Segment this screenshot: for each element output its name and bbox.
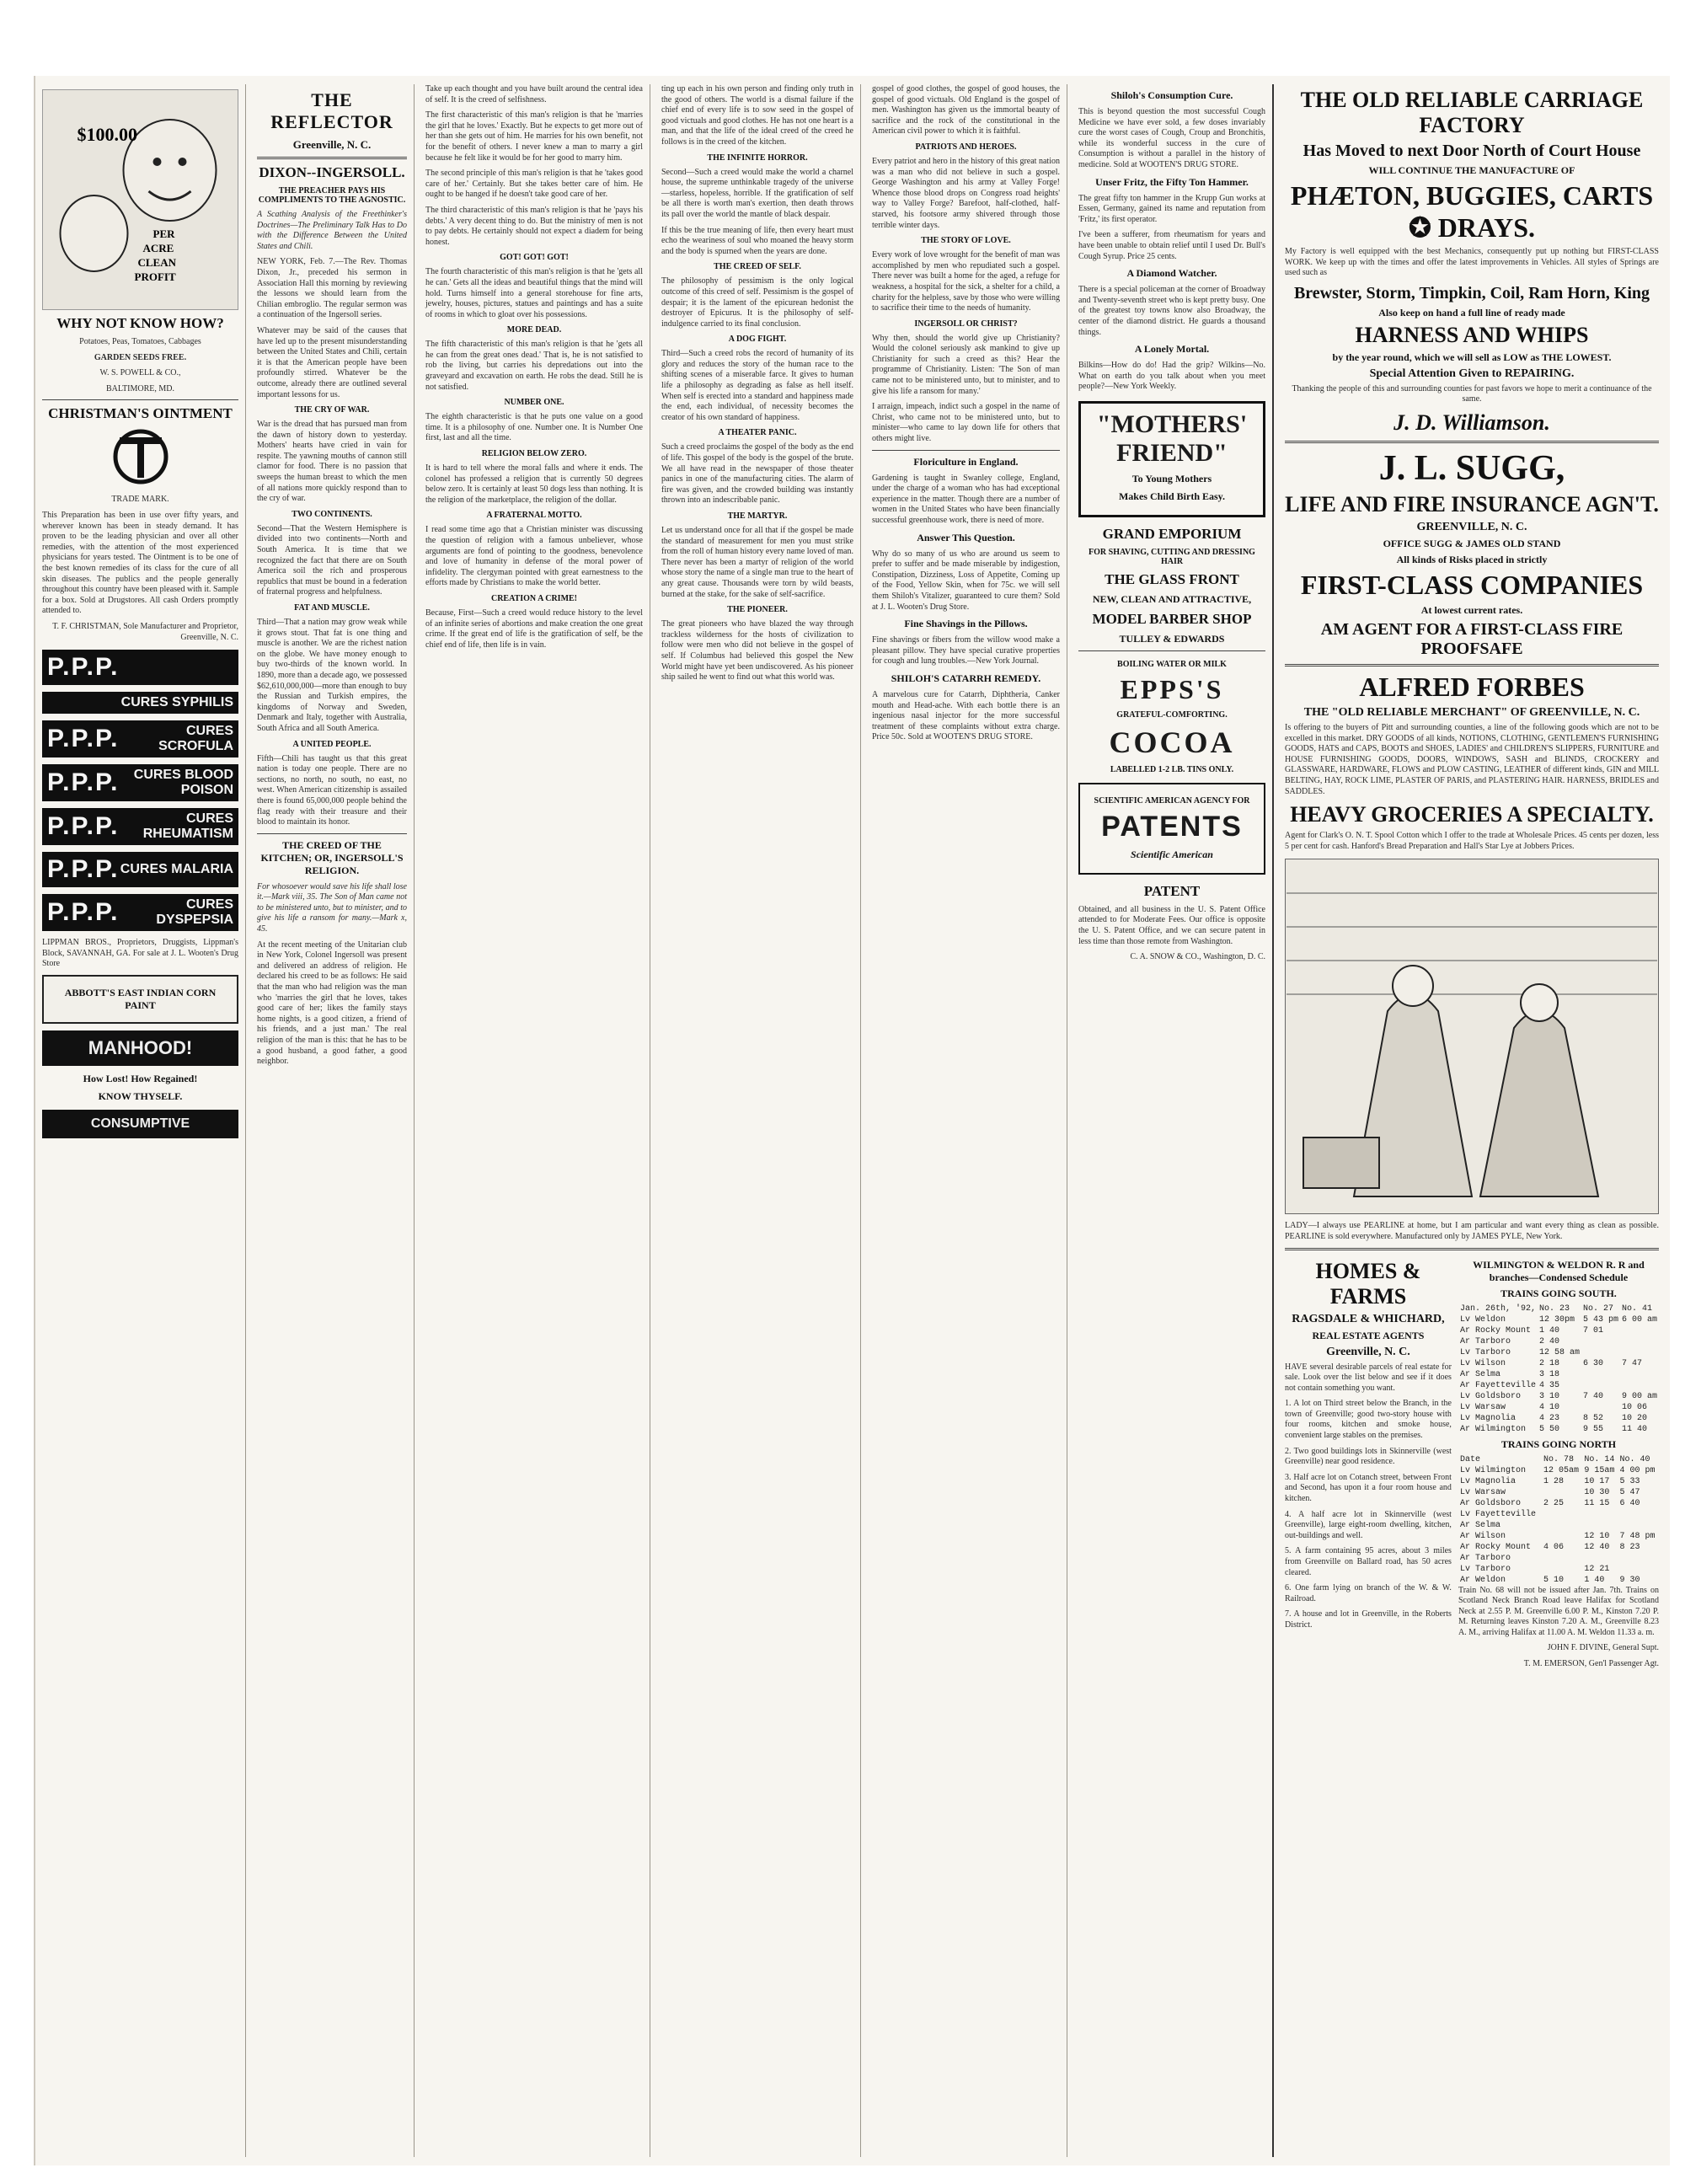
schedule-cell: Ar Rocky Mount bbox=[1459, 1542, 1531, 1552]
railroad-schedule bbox=[1458, 1255, 1659, 1675]
subhead-theater-panic: A THEATER PANIC. bbox=[718, 428, 797, 438]
schedule-row bbox=[1458, 1553, 1659, 1564]
schedule-cell: 9 30 bbox=[1619, 1575, 1640, 1585]
subhead-infinite-horror: THE INFINITE HORROR. bbox=[707, 153, 808, 163]
subhead-patriots: PATRIOTS AND HEROES. bbox=[915, 142, 1017, 152]
homes-item: 4. A half acre lot in Skinnerville (west Greenville), large eight-room dwelling, kitchen, out-buildings and well. bbox=[1285, 1509, 1452, 1540]
schedule-cell: 6 40 bbox=[1619, 1498, 1640, 1508]
schedule-cell: 9 55 bbox=[1582, 1424, 1603, 1434]
schedule-row bbox=[1458, 1476, 1659, 1487]
article-paragraph: The great pioneers who have blazed the way through trackless wilderness for the hosts of civilization to follow were men who did not believe in the gospel of self. If Columbus had believed this gospel the New World might have yet been undiscovered. As his pioneer ship sailed he went to find out what this world was. bbox=[661, 619, 853, 682]
schedule-cell: 9 15am bbox=[1584, 1465, 1615, 1475]
schedule-cell bbox=[1581, 1347, 1620, 1358]
homes-paragraph: HAVE several desirable parcels of real estate for sale. Look over the list below and see if it does not contain something you want. bbox=[1285, 1362, 1452, 1393]
schedule-cell: 4 00 pm bbox=[1619, 1465, 1656, 1475]
forbes-name: ALFRED FORBES bbox=[1359, 671, 1585, 702]
schedule-cell bbox=[1581, 1369, 1620, 1380]
schedule-cell: 2 40 bbox=[1538, 1336, 1559, 1346]
article-paragraph: A marvelous cure for Catarrh, Diphtheria, Canker mouth and Head-ache. With each bottle there is an ingenious nasal injector for the more successful treatment of these complaints without extra charge. Price 50c. Sold at WOOTEN'S DRUG STORE. bbox=[872, 689, 1060, 742]
homes-farms-section bbox=[1285, 1255, 1452, 1675]
article-paragraph: gospel of good clothes, the gospel of good houses, the gospel of good victuals. Old England is the gospel of men. Washington has given us the immortal beauty of sacrifice and the rock of the constitutional in the American civil power to which it is faithful. bbox=[872, 84, 1060, 136]
schedule-cell bbox=[1581, 1380, 1620, 1391]
schedule-cell: No. 78 bbox=[1543, 1454, 1574, 1464]
schedule-cell: No. 14 bbox=[1584, 1454, 1615, 1464]
schedule-cell: 8 23 bbox=[1619, 1542, 1640, 1552]
schedule-cell: Lv Warsaw bbox=[1459, 1402, 1506, 1412]
schedule-cell: 7 40 bbox=[1582, 1391, 1603, 1401]
column-article-4 bbox=[655, 84, 861, 2157]
schedule-cell bbox=[1618, 1564, 1659, 1575]
article-subtitle: THE PREACHER PAYS HIS COMPLIMENTS TO THE AGNOSTIC. bbox=[258, 186, 406, 205]
article-paragraph: Fifth—Chili has taught us that this great nation is today one people. There are no sections, no north, no south, no east, no west. When American citizenship is assailed there is found 65,000,000 people behind the flag ready with their treasure and their blood to maintain its honor. bbox=[257, 753, 407, 827]
svg-text:CLEAN: CLEAN bbox=[137, 256, 177, 269]
schedule-row bbox=[1458, 1325, 1659, 1336]
schedule-row bbox=[1458, 1391, 1659, 1402]
schedule-cell: 10 17 bbox=[1584, 1476, 1610, 1486]
schedule-row bbox=[1458, 1542, 1659, 1553]
schedule-row bbox=[1458, 1424, 1659, 1435]
schedule-cell: 8 52 bbox=[1582, 1413, 1603, 1423]
article-paragraph: Take up each thought and you have built around the central idea of self. It is the creed of selfishness. bbox=[425, 84, 643, 104]
schedule-cell bbox=[1542, 1531, 1582, 1542]
schedule-cell bbox=[1542, 1553, 1582, 1564]
schedule-cell: No. 27 bbox=[1582, 1303, 1613, 1314]
forbes-sub: THE "OLD RELIABLE MERCHANT" OF GREENVILLE, N. C. bbox=[1303, 705, 1640, 719]
subhead-pioneer: THE PIONEER. bbox=[727, 605, 788, 615]
column-article-5 bbox=[865, 84, 1067, 2157]
subhead-fat-muscle: FAT AND MUSCLE. bbox=[294, 603, 370, 613]
schedule-cell: No. 23 bbox=[1538, 1303, 1570, 1314]
schedule-cell: Lv Weldon bbox=[1459, 1314, 1506, 1325]
schedule-cell: 6 30 bbox=[1582, 1358, 1603, 1368]
sugg-office: OFFICE SUGG & JAMES OLD STAND bbox=[1383, 537, 1561, 549]
schedule-cell: 3 18 bbox=[1538, 1369, 1559, 1379]
article-paragraph: The fifth characteristic of this man's religion is that he 'gets all he can from the great ones dead.' That is, he is not satisfied to rob the living, but carries his depredations out into the graveyard and excavation on earth. He robs the dead. Still he is not satisfied. bbox=[425, 340, 643, 392]
article-title: DIXON--INGERSOLL. bbox=[259, 164, 405, 180]
subhead-answer: Answer This Question. bbox=[917, 531, 1015, 543]
subhead-ingersoll-christ: INGERSOLL OR CHRIST? bbox=[914, 318, 1018, 329]
article-paragraph: Gardening is taught in Swanley college, England, under the charge of a woman who has had exceptional experience in the matter. Though there are a number of women in the United States who have been financially successful greenhouse work, there is need of more. bbox=[872, 473, 1060, 525]
schedule-cell: 5 10 bbox=[1543, 1575, 1564, 1585]
schedule-cell: 12 21 bbox=[1584, 1564, 1610, 1574]
schedule-row bbox=[1458, 1303, 1659, 1314]
article-paragraph: I arraign, impeach, indict such a gospel in the name of Christ, who came not to be ministered unto, but to minister—who came to lay down life for others that others might live. bbox=[872, 402, 1060, 444]
schedule-cell bbox=[1582, 1509, 1618, 1520]
schedule-cell: Ar Fayetteville bbox=[1459, 1380, 1536, 1390]
new-clean: NEW, CLEAN AND ATTRACTIVE, bbox=[1092, 592, 1252, 605]
schedule-cell bbox=[1542, 1520, 1582, 1531]
homes-item: 5. A farm containing 95 acres, about 3 miles from Greenville on Ballard road, has 50 acres cleared. bbox=[1285, 1546, 1452, 1577]
schedule-cell: Jan. 26th, '92, bbox=[1459, 1303, 1536, 1314]
article-paragraph: The second principle of this man's religion is that he 'takes good care of her.' Certainly. But she takes better care of him. He ought to be hanged if he doesn't take good care of her. bbox=[425, 169, 643, 200]
carriage-title: THE OLD RELIABLE CARRIAGE FACTORY bbox=[1300, 88, 1644, 137]
schedule-cell bbox=[1542, 1564, 1582, 1575]
carriage-will: WILL CONTINUE THE MANUFACTURE OF bbox=[1368, 164, 1575, 176]
article-paragraph: If this be the true meaning of life, then every heart must echo the weariness of soul who moaned the heavy storm and the body is spurned when the years are done. bbox=[661, 225, 853, 256]
schedule-cell bbox=[1620, 1347, 1659, 1358]
article-paragraph: Third—That a nation may grow weak while it grows stout. That fat is one thing and muscle is another. We are the richest nation on the globe. We have money enough to buy two-thirds of the known world. In 1890, more than a decade ago, we possessed $62,610,000,000—more than enough to buy the Russian and Turkish empires, the kingdoms of Norway and Sweden, Denmark and Italy, together with Australia, South Africa and all South America. bbox=[257, 618, 407, 733]
emporium-title: GRAND EMPORIUM bbox=[1102, 525, 1242, 542]
schedule-cell: Lv Wilmington bbox=[1459, 1465, 1526, 1475]
schedule-cell: 2 18 bbox=[1538, 1358, 1559, 1368]
svg-text:PER: PER bbox=[152, 228, 175, 240]
schedule-cell bbox=[1581, 1336, 1620, 1347]
sugg-name: J. L. SUGG, bbox=[1378, 448, 1565, 488]
newspaper-page bbox=[34, 76, 1670, 2165]
seed-line-3: W. S. POWELL & CO., bbox=[99, 368, 181, 378]
schedule-row bbox=[1458, 1380, 1659, 1391]
article-paragraph: Because, First—Such a creed would reduce history to the level of an infinite series of abortions and make creation the one great crime. If the great end of life is the gratification of self, be the chief end of life, then life is in vain. bbox=[425, 608, 643, 650]
schedule-cell bbox=[1582, 1553, 1618, 1564]
schedule-cell: 12 58 am bbox=[1538, 1347, 1580, 1357]
patent-signature: C. A. SNOW & CO., Washington, D. C. bbox=[1130, 952, 1265, 962]
schedule-row bbox=[1458, 1531, 1659, 1542]
schedule-cell: Lv Warsaw bbox=[1459, 1487, 1506, 1497]
schedule-cell: Ar Goldsboro bbox=[1459, 1498, 1521, 1508]
schedule-cell: 9 00 am bbox=[1621, 1391, 1657, 1401]
abbotts-ad: ABBOTT'S EAST INDIAN CORN PAINT bbox=[42, 975, 238, 1024]
scripture-quote: For whosoever would save his life shall lose it.—Mark viii, 35. The Son of Man came not to be ministered unto, but to minister, and to give his life a ransom for many.—Mark x, 45. bbox=[257, 881, 407, 934]
greenville-nc: Greenville, N. C. bbox=[1326, 1345, 1410, 1358]
schedule-cell: 6 00 am bbox=[1621, 1314, 1657, 1325]
seed-line-4: BALTIMORE, MD. bbox=[105, 383, 175, 393]
schedule-cell: No. 41 bbox=[1621, 1303, 1652, 1314]
proof-safe: AM AGENT FOR A FIRST-CLASS FIRE PROOFSAFE bbox=[1320, 619, 1623, 658]
schedule-cell: 3 10 bbox=[1538, 1391, 1559, 1401]
column-article-3 bbox=[419, 84, 650, 2157]
svg-text:PROFIT: PROFIT bbox=[134, 270, 176, 283]
patent-heading: PATENT bbox=[1143, 882, 1201, 899]
manhood-subtitle: How Lost! How Regained! bbox=[83, 1072, 198, 1084]
carriage-big: PHÆTON, BUGGIES, CARTS ✪ DRAYS. bbox=[1290, 180, 1654, 243]
seed-line-2: GARDEN SEEDS FREE. bbox=[94, 352, 187, 362]
divine-signature: JOHN F. DIVINE, General Supt. bbox=[1547, 1643, 1659, 1653]
article-paragraph: This is beyond question the most successful Cough Medicine we have ever sold, a few doses invariably cure the worst cases of Cough, Croup and Bronchitis, while its wonderful success in the cure of Consumption is without a parallel in the history of medicine. Sold at WOOTEN'S DRUG STORE. bbox=[1078, 107, 1265, 169]
article-paragraph: The first characteristic of this man's religion is that he 'marries the girl that he loves.' Exactly. But he expects to get more out of her than she gets out of him. He marries for his own benefit, not for the benefit of others. I never knew a man to marry a girl because he felt like it would be for her good to marry him. bbox=[425, 110, 643, 163]
manhood-ad: MANHOOD! bbox=[42, 1030, 238, 1066]
williamson: J. D. Williamson. bbox=[1393, 410, 1550, 435]
schedule-cell bbox=[1542, 1509, 1582, 1520]
schedule-cell: No. 40 bbox=[1619, 1454, 1650, 1464]
article-paragraph: ting up each in his own person and finding only truth in the good of others. The world is a dismal failure if the chief end of every life is to sow seed in the gospel of good victuals and good clothes. He has not one heart is a man, and that the life of the ideal creed of the creed he follows is in the creed of the kitchen. bbox=[661, 84, 853, 147]
subhead-below-zero: RELIGION BELOW ZERO. bbox=[481, 449, 587, 459]
ppp-ad-1: CURES SYPHILIS bbox=[42, 692, 238, 714]
subhead-floriculture: Floriculture in England. bbox=[913, 455, 1019, 468]
schedule-cell: 4 35 bbox=[1538, 1380, 1559, 1390]
schedule-cell: 5 50 bbox=[1538, 1424, 1559, 1434]
ointment-signature: T. F. CHRISTMAN, Sole Manufacturer and Proprietor, Greenville, N. C. bbox=[52, 621, 238, 642]
ointment-title: CHRISTMAN'S OINTMENT bbox=[48, 405, 233, 422]
schedule-cell: Lv Wilson bbox=[1459, 1358, 1506, 1368]
article-paragraph: Why do so many of us who are around us seem to prefer to suffer and be made miserable by indigestion, Constipation, Dizziness, Loss of Appetite, Coming up of the Food, Yellow Skin, when for 75c. we will sell them Shiloh's Vitalizer, guaranteed to cure them? Sold at J. L. Wooten's Drug Store. bbox=[872, 549, 1060, 612]
article-paragraph: Such a creed proclaims the gospel of the body as the end of life. This gospel of the body is the gospel of the brute. We all have read in the newspaper of those theater panics in one of the manufacturing cities. The alarm of fire was given, and the crowded building was instantly thrown into an indescribable panic. bbox=[661, 442, 853, 506]
subhead-more-dead: MORE DEAD. bbox=[506, 325, 562, 335]
repairing: Special Attention Given to REPAIRING. bbox=[1369, 367, 1575, 380]
subhead-story-of-love: THE STORY OF LOVE. bbox=[921, 236, 1011, 246]
ppp-ad-2: P.P.P. CURES SCROFULA bbox=[42, 720, 238, 757]
homes-farms: HOMES & FARMS bbox=[1315, 1258, 1421, 1309]
article-paragraph: NEW YORK, Feb. 7.—The Rev. Thomas Dixon, Jr., preceded his sermon in Association Hall this morning by reviewing the lessons we should learn from the Chilian embroglio. The regular sermon was a continuation of the Ingersoll series. bbox=[257, 257, 407, 320]
schedule-cell bbox=[1582, 1520, 1618, 1531]
schedule-cell: 4 06 bbox=[1543, 1542, 1564, 1552]
schedule-cell: Ar Tarboro bbox=[1459, 1336, 1511, 1346]
schedule-row bbox=[1458, 1358, 1659, 1369]
schedule-cell: Ar Rocky Mount bbox=[1459, 1325, 1531, 1336]
schedule-cell: 7 47 bbox=[1621, 1358, 1642, 1368]
bottom-right-split bbox=[1285, 1255, 1659, 1675]
schedule-cell: 4 23 bbox=[1538, 1413, 1559, 1423]
schedule-cell bbox=[1620, 1380, 1659, 1391]
article-paragraph: The great fifty ton hammer in the Krupp Gun works at Essen, Germany, gained its name and reputation from 'Fritz,' its first operator. bbox=[1078, 193, 1265, 224]
homes-item: 7. A house and lot in Greenville, in the Roberts District. bbox=[1285, 1609, 1452, 1630]
article-paragraph: Second—Such a creed would make the world a charnel house, the supreme unthinkable tragedy of the universe—starless, hopeless, horrible. If the gratification of self be all there is worth man's exertion, then death throws its pall over the world the mantle of black despair. bbox=[661, 167, 853, 219]
springs-list: Brewster, Storm, Timpkin, Coil, Ram Horn, King bbox=[1293, 283, 1650, 302]
schedule-cell: Lv Fayetteville bbox=[1459, 1509, 1536, 1519]
subhead-number-one: NUMBER ONE. bbox=[504, 398, 564, 408]
homes-item: 6. One farm lying on branch of the W. & W. Railroad. bbox=[1285, 1583, 1452, 1603]
subhead-two-continents: TWO CONTINENTS. bbox=[292, 509, 372, 519]
epps-cocoa-ad: BOILING WATER OR MILK EPPS'S GRATEFUL-COMFORTING. COCOA LABELLED 1-2 LB. TINS ONLY. bbox=[1109, 659, 1235, 774]
schedule-cell: 10 30 bbox=[1584, 1487, 1610, 1497]
patents-ad: SCIENTIFIC AMERICAN AGENCY FOR PATENTS Scientific American bbox=[1078, 783, 1265, 875]
schedule-cell: 10 20 bbox=[1621, 1413, 1647, 1423]
article-paragraph: Every patriot and hero in the history of this great nation was a man who did not believe in such a gospel. George Washington and his army at Valley Forge! Whence those blood drops on Congress road heights' way to Valley Forge? Barefoot, half-clothed, half-starved, his footsore army shivered through those terrible winter days. bbox=[872, 156, 1060, 230]
schedule-cell: 1 40 bbox=[1584, 1575, 1605, 1585]
subhead-catarrh: SHILOH'S CATARRH REMEDY. bbox=[891, 672, 1041, 684]
schedule-cell: Date bbox=[1459, 1454, 1480, 1464]
schedule-cell: Ar Selma bbox=[1459, 1520, 1500, 1530]
schedule-cell bbox=[1618, 1520, 1659, 1531]
column-ads-center bbox=[1072, 84, 1274, 2157]
model-barber: MODEL BARBER SHOP bbox=[1092, 610, 1252, 627]
article-paragraph: At the recent meeting of the Unitarian club in New York, Colonel Ingersoll was present and delivered an address of religion. He declared his creed to be as follows: He said that the man who had religion was the man who 'marries the girl that he loves, takes good care of her; likes the family stays home nights, is a good citizen, a friend of his friends, and a just man.' The real religion of the man is this: that he has to be a good husband, a good father, a good neighbor. bbox=[257, 939, 407, 1067]
subhead-creed-kitchen: THE CREED OF THE KITCHEN; OR, INGERSOLL'S RELIGION. bbox=[260, 838, 404, 876]
schedule-row bbox=[1458, 1465, 1659, 1476]
article-paragraph: The philosophy of pessimism is the only logical outcome of this creed of self. Pessimism is the gospel of despair; it is the lament of the epicurean hedonist the destroyer of Epicurus. It is the philosophy of self-indulgence carried to its final conclusion. bbox=[661, 276, 853, 329]
subhead-martyr: THE MARTYR. bbox=[727, 511, 788, 521]
schedule-cell: 12 30pm bbox=[1538, 1314, 1575, 1325]
column-ads-right bbox=[1278, 84, 1666, 2157]
article-paragraph: Bilkins—How do do! Had the grip? Wilkins—No. What on earth do you talk about when you meet people?—New York Weekly. bbox=[1078, 361, 1265, 392]
pearline-text: LADY—I always use PEARLINE at home, but I am particular and want every thing as clean as possible. PEARLINE is sold everywhere. Manufactured only by JAMES PYLE, New York. bbox=[1285, 1221, 1659, 1241]
article-paragraph: The third characteristic of this man's religion is that he 'pays his debts.' A very decent thing to do. But the ministry of men is not to pay debts. He certainly should not expect a diadem for being honest. bbox=[425, 205, 643, 247]
real-estate: REAL ESTATE AGENTS bbox=[1312, 1329, 1425, 1341]
schedule-cell: 12 10 bbox=[1584, 1531, 1610, 1541]
subhead-consumption-cure: Shiloh's Consumption Cure. bbox=[1110, 89, 1233, 101]
article-paragraph: Every work of love wrought for the benefit of man was accomplished by men who repudiated such a gospel. There never was built a home for the aged, a refuge for weakness, a hospital for the sick, a shelter for a child, a charity for the helpless, save by those who were willing to sacrifice their time to the needs of humanity. bbox=[872, 250, 1060, 313]
know-thyself: KNOW THYSELF. bbox=[98, 1089, 183, 1102]
article-paragraph: Second—That the Western Hemisphere is divided into two continents—North and South America. It is time that we recognized the fact that there are on South America soil the rich and prosperous republics that must be bound in a federation of fraternal progress and helpfulness. bbox=[257, 523, 407, 597]
schedule-cell: 1 28 bbox=[1543, 1476, 1564, 1486]
schedule-row bbox=[1458, 1336, 1659, 1347]
schedule-cell bbox=[1581, 1402, 1620, 1413]
schedule-cell: Ar Weldon bbox=[1459, 1575, 1506, 1585]
schedule-row bbox=[1458, 1487, 1659, 1498]
article-paragraph: It is hard to tell where the moral falls and where it ends. The colonel has professed a religion that is currently 50 degrees below zero. It is certainly at least 50 dogs less than nothing. It is the religion of the marketplace, the religion of the dollar. bbox=[425, 463, 643, 505]
article-paragraph: War is the dread that has pursued man from the dawn of history down to yesterday. Mothers' hearts have cried in vain for respite. The yawning mouths of cannon still clamor for food. There is no passion that sweeps the human breast to which the men of all nations more quickly respond than to the cry of war. bbox=[257, 420, 407, 504]
ppp-ad-0: P.P.P. bbox=[42, 650, 238, 685]
subhead-krupp: Unser Fritz, the Fifty Ton Hammer. bbox=[1095, 175, 1249, 188]
tc-monogram-icon bbox=[103, 427, 179, 486]
schedule-notes: Train No. 68 will not be issued after Jan. 7th. Trains on Scotland Neck Branch Road leave Halifax for Scotland Neck at 2.55 P. M. Greenville 6.00 P. M., Kinston 7.20 P. M. Returning leaves Kinston 7.20 A. M., Greenville 8.23 A. M., arriving Halifax at 11.00 A. M. Weldon 11.33 a. m. bbox=[1458, 1585, 1659, 1637]
svg-text:ACRE: ACRE bbox=[142, 242, 174, 254]
emerson-signature: T. M. EMERSON, Gen'l Passenger Agt. bbox=[1523, 1659, 1659, 1669]
subhead-lonely-mortal: A Lonely Mortal. bbox=[1134, 343, 1210, 356]
mothers-friend-ad: "MOTHERS' FRIEND" To Young Mothers Makes Child Birth Easy. bbox=[1078, 401, 1265, 517]
sugg-place: GREENVILLE, N. C. bbox=[1416, 520, 1527, 533]
ppp-sold-at: LIPPMAN BROS., Proprietors, Druggists, Lippman's Block, SAVANNAH, GA. For sale at J. L. Wooten's Drug Store bbox=[42, 938, 238, 969]
trains-south-head: TRAINS GOING SOUTH. bbox=[1500, 1287, 1617, 1299]
column-reflector bbox=[250, 84, 415, 2157]
trains-north-head: TRAINS GOING NORTH bbox=[1500, 1437, 1617, 1450]
schedule-cell: 7 01 bbox=[1582, 1325, 1603, 1336]
sugg-risks: All kinds of Risks placed in strictly bbox=[1396, 553, 1548, 565]
cartoon-label-amount: $100.00 bbox=[77, 124, 137, 145]
schedule-cell: 7 48 pm bbox=[1619, 1531, 1656, 1541]
lowest-rates: At lowest current rates. bbox=[1420, 603, 1523, 616]
harness-pre: Also keep on hand a full line of ready made bbox=[1378, 306, 1565, 318]
schedule-row bbox=[1458, 1498, 1659, 1509]
subhead-cry-of-war: THE CRY OF WAR. bbox=[294, 405, 370, 415]
homes-item: 3. Half acre lot on Cotanch street, between Front and Second, has upon it a four room house and kitchen. bbox=[1285, 1472, 1452, 1504]
subhead-got: GOT! GOT! GOT! bbox=[500, 253, 569, 263]
article-paragraph: Let us understand once for all that if the gospel be made the standard of measurement for men you must strike from the roll of human history every name loved of man. There never has been a martyr of religion of the world whose story the name of a single man true to the heart of any great cause. Thousands were torn by wild beasts, burned at the stake, for the sake of self-sacrifice. bbox=[661, 526, 853, 599]
schedule-row bbox=[1458, 1509, 1659, 1520]
carriage-sub: Has Moved to next Door North of Court House bbox=[1303, 142, 1641, 160]
schedule-cell: 5 43 pm bbox=[1582, 1314, 1618, 1325]
ppp-ad-3: P.P.P. CURES BLOOD POISON bbox=[42, 764, 238, 801]
schedule-cell: Ar Wilson bbox=[1459, 1531, 1506, 1541]
trade-mark-label: TRADE MARK. bbox=[111, 495, 169, 505]
ppp-ad-5: P.P.P. CURES MALARIA bbox=[42, 852, 238, 887]
schedule-cell: 2 25 bbox=[1543, 1498, 1564, 1508]
schedule-row bbox=[1458, 1575, 1659, 1586]
ragsdale: RAGSDALE & WHICHARD, bbox=[1292, 1312, 1445, 1325]
schedule-row bbox=[1458, 1520, 1659, 1531]
article-paragraph: The fourth characteristic of this man's religion is that he 'gets all he can.' Gets all the ideas and beautiful things that the mind will hold. Turns himself into a general storehouse for fine arts, jewelry, houses, pictures, statues and paintings and has a suite of rooms in which to gloat over his possessions. bbox=[425, 267, 643, 319]
consumptive-ad: CONSUMPTIVE bbox=[42, 1110, 238, 1138]
schedule-cell: Ar Selma bbox=[1459, 1369, 1500, 1379]
article-paragraph: The eighth characteristic is that he puts one value on a good time. It is a philosophy of one. Number one. It is Number One first, last and all the time. bbox=[425, 412, 643, 443]
patent-body: Obtained, and all business in the U. S. Patent Office attended to for Moderate Fees. Our office is opposite the U. S. Patent Office, and we can secure patent in less time than those remote from Washington. bbox=[1078, 904, 1265, 946]
schedule-cell bbox=[1620, 1369, 1659, 1380]
schedule-cell bbox=[1618, 1553, 1659, 1564]
seed-line-1: Potatoes, Peas, Tomatoes, Cabbages bbox=[79, 337, 201, 346]
sugg-sub: LIFE AND FIRE INSURANCE AGN'T. bbox=[1285, 491, 1659, 517]
schedule-cell bbox=[1620, 1325, 1659, 1336]
heavy-groceries: HEAVY GROCERIES A SPECIALTY. bbox=[1290, 802, 1654, 827]
harness-paragraph: by the year round, which we will sell as LOW as THE LOWEST. bbox=[1332, 351, 1612, 363]
cartoon-illustration bbox=[43, 90, 238, 309]
schedule-row bbox=[1458, 1454, 1659, 1465]
schedule-row bbox=[1458, 1314, 1659, 1325]
article-paragraph: There is a special policeman at the corner of Broadway and Twenty-seventh street who is kept pretty busy. One of the greatest toy towns know also Broadway, the center of the diamond district. He guards a thousand things. bbox=[1078, 285, 1265, 337]
article-paragraph: Third—Such a creed robs the record of humanity of its glory and reduces the story of the human race to the shifting scenes of a miserable farce. It gives to human life a philosophy as degrading as false as hell itself. When self is erected into a standard and happiness made the end, each individual, of necessity becomes the creator of his own standard of happiness. bbox=[661, 349, 853, 422]
schedule-row bbox=[1458, 1402, 1659, 1413]
homes-item: 1. A lot on Third street below the Branch, in the town of Greenville; good two-story house with four rooms, kitchen and smoke house, convenient large stables on the premises. bbox=[1285, 1399, 1452, 1441]
wilmington-title: WILMINGTON & WELDON R. R and branches—Condensed Schedule bbox=[1473, 1258, 1645, 1283]
schedule-cell: Lv Magnolia bbox=[1459, 1413, 1516, 1423]
schedule-cell: 11 15 bbox=[1584, 1498, 1610, 1508]
schedule-cell: 4 10 bbox=[1538, 1402, 1559, 1412]
schedule-row bbox=[1458, 1564, 1659, 1575]
schedule-cell: Lv Magnolia bbox=[1459, 1476, 1516, 1486]
seed-ad-cartoon bbox=[42, 89, 238, 310]
subhead-united-people: A UNITED PEOPLE. bbox=[292, 739, 372, 749]
ppp-ad-6: P.P.P. CURES DYSPEPSIA bbox=[42, 894, 238, 931]
tuley-edwards: TULLEY & EDWARDS bbox=[1119, 632, 1225, 645]
thanks: Thanking the people of this and surrounding counties for past favors we hope to merit a continuance of the same. bbox=[1292, 383, 1652, 404]
schedule-row bbox=[1458, 1369, 1659, 1380]
schedule-cell: 5 47 bbox=[1619, 1487, 1640, 1497]
schedule-row bbox=[1458, 1413, 1659, 1424]
article-paragraph: I've been a sufferer, from rheumatism for years and have been unable to obtain relief until I used Dr. Bull's Cough Syrup. Price 25 cents. bbox=[1078, 230, 1265, 261]
schedule-cell: 11 40 bbox=[1621, 1424, 1647, 1434]
article-paragraph: Whatever may be said of the causes that have led up to the present misunderstanding between the United States and Chili, certain it is that the American people have been profoundly stirred. Whatever be the outcome, already there are outlined several important lessons for us. bbox=[257, 325, 407, 399]
forbes-paragraph: Is offering to the buyers of Pitt and surrounding counties, a line of the following goods which are not to be excelled in this market. DRY GOODS of all kinds, NOTIONS, CLOTHING, GENTLEMEN'S FURNISHING GOODS, HATS and CAPS, BOOTS and SHOES, LADIES' and CHILDREN'S SLIPPERS, FURNITURE and HOUSE FURNISHING GOODS, DOORS, WINDOWS, SASH and BLINDS, CROCKERY and GLASSWARE, HARDWARE, FLOWS and PLOW CASTING, LEATHER of different kinds, GIN and MILL BELTING, HAY, ROCK LIME, PLASTER OF PARIS, and PLASTERING HAIR. HARNESS, BRIDLES and SADDLES. bbox=[1285, 722, 1659, 796]
schedule-cell: Ar Tarboro bbox=[1459, 1553, 1511, 1563]
homes-item: 2. Two good buildings lots in Skinnerville (west Greenville) near good residence. bbox=[1285, 1446, 1452, 1467]
schedule-cell: 10 06 bbox=[1621, 1402, 1647, 1412]
schedule-cell bbox=[1618, 1509, 1659, 1520]
first-class-companies: FIRST-CLASS COMPANIES bbox=[1300, 569, 1644, 600]
subhead-dog-fight: A DOG FIGHT. bbox=[728, 335, 787, 345]
schedule-cell: Ar Wilmington bbox=[1459, 1424, 1526, 1434]
masthead-place: Greenville, N. C. bbox=[292, 138, 372, 151]
schedule-cell: 1 40 bbox=[1538, 1325, 1559, 1336]
subhead-shavings: Fine Shavings in the Pillows. bbox=[904, 618, 1028, 630]
schedule-cell: Lv Goldsboro bbox=[1459, 1391, 1521, 1401]
emporium-sub: FOR SHAVING, CUTTING AND DRESSING HAIR bbox=[1089, 547, 1255, 566]
carriage-paragraph: My Factory is well equipped with the best Mechanics, consequently put up nothing but FIRST-CLASS WORK. We keep up with the times and offer the latest improvements in Vehicles. All styles of Springs are used such as bbox=[1285, 247, 1659, 278]
article-intro: A Scathing Analysis of the Freethinker's Doctrines—The Preliminary Talk Has to Do with the Difference Between the United States and Chili. bbox=[257, 210, 407, 251]
subhead-diamond-watcher: A Diamond Watcher. bbox=[1126, 267, 1217, 280]
schedule-cell: 12 05am bbox=[1543, 1465, 1579, 1475]
schedule-cell: 5 33 bbox=[1619, 1476, 1640, 1486]
schedule-cell bbox=[1542, 1487, 1582, 1498]
subhead-creation-crime: CREATION A CRIME! bbox=[490, 593, 578, 603]
column-ads-left bbox=[35, 84, 246, 2157]
schedule-row bbox=[1458, 1347, 1659, 1358]
schedule-north-table bbox=[1458, 1454, 1659, 1586]
why-not-headline: WHY NOT KNOW HOW? bbox=[56, 315, 224, 331]
schedule-cell bbox=[1620, 1336, 1659, 1347]
ointment-body: This Preparation has been in use over fifty years, and wherever known has been in steady demand. It has proven to be the leading physician and over all other remedies, with the attention of the most experienced physicians for years tested. The Ointment is to be one of the best known remedies of its class for the cure of all skin diseases. The publics and the people generally throughout this country have been pleased with it. Sample for a box. Sold at Drugstores. All cash Orders promptly attended to. bbox=[42, 510, 238, 616]
schedule-cell: 12 40 bbox=[1584, 1542, 1610, 1552]
subhead-motto: A FRATERNAL MOTTO. bbox=[486, 511, 582, 521]
article-paragraph: Why then, should the world give up Christianity? Would the colonel seriously ask mankind to give up Christianity for such a creed as this? Hear the programme of Christianity. Listen: 'The Son of man came not to be ministered unto, but to minister, and to give his life a ransom for many.' bbox=[872, 333, 1060, 396]
pearline-engraving bbox=[1285, 859, 1659, 1214]
harness-whips: HARNESS AND WHIPS bbox=[1355, 322, 1589, 347]
schedule-cell: Lv Tarboro bbox=[1459, 1564, 1511, 1574]
schedule-cell: Lv Tarboro bbox=[1459, 1347, 1511, 1357]
laundry-scene-illustration bbox=[1286, 859, 1658, 1213]
subhead-creed-of-self: THE CREED OF SELF. bbox=[714, 262, 801, 272]
trade-mark-logo bbox=[42, 427, 238, 490]
article-paragraph: Fine shavings or fibers from the willow wood make a pleasant pillow. They have special curative properties for cough and lung troubles.—New York Journal. bbox=[872, 635, 1060, 666]
heavy-paragraph: Agent for Clark's O. N. T. Spool Cotton which I offer to the trade at Wholesale Prices. 45 cents per dozen, less 5 per cent for cash. Hanford's Bread Preparation and Hall's Star Lye at Jobbers Prices. bbox=[1285, 831, 1659, 851]
masthead: THE REFLECTOR bbox=[270, 89, 393, 132]
article-paragraph: I read some time ago that a Christian minister was discussing the question of religion with a famous unbeliever, whose arguments are fond of pointing to the goodness, benevolence and love of humanity in defense of the moral power of infidelity. The clergyman pointed with great earnestness to the efforts made by Christians to make the world better. bbox=[425, 525, 643, 588]
ppp-ad-4: P.P.P. CURES RHEUMATISM bbox=[42, 808, 238, 845]
glass-front: THE GLASS FRONT bbox=[1105, 570, 1239, 587]
schedule-south-table bbox=[1458, 1303, 1659, 1435]
